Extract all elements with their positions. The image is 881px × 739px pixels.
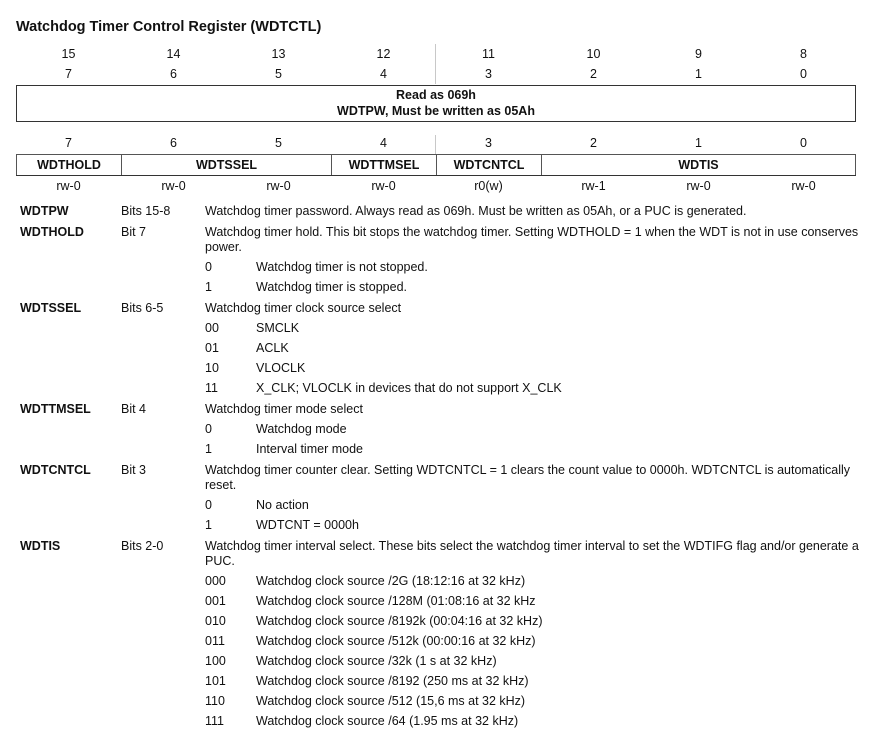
desc-text: Watchdog timer password. Always read as 069h. Must be written as 05Ah, or a PUC is generated.: [205, 204, 747, 218]
bit-number: 0: [800, 136, 807, 150]
wdtpw-field-box: [16, 85, 856, 122]
option-row: [205, 321, 870, 336]
option-row: [205, 422, 870, 437]
byte-bit-numbers: [16, 67, 856, 81]
bit-number: 7: [65, 136, 72, 150]
option-row: [205, 574, 870, 589]
option-row: [205, 634, 870, 649]
desc-wdtpw: [20, 204, 870, 219]
option-key: 001: [205, 594, 226, 608]
bit-number: 4: [380, 67, 387, 81]
option-key: 101: [205, 674, 226, 688]
option-key: 110: [205, 694, 225, 708]
wdtpw-write-text: WDTPW, Must be written as 05Ah: [337, 104, 535, 118]
desc-name: WDTIS: [20, 539, 61, 553]
option-row: [205, 280, 870, 295]
access-type: rw-0: [161, 179, 186, 193]
option-value: Watchdog clock source /64 (1.95 ms at 32 kHz): [256, 714, 519, 728]
option-key: 11: [205, 381, 218, 395]
desc-bits: Bits 2-0: [121, 539, 164, 553]
option-key: 0: [205, 422, 212, 436]
bit-number: 5: [275, 136, 282, 150]
desc-text: Watchdog timer interval select. These bits select the watchdog timer interval to set the WDTIFG flag and/or generate a PUC.: [205, 539, 859, 568]
option-row: [205, 674, 870, 689]
bit-number: 11: [482, 47, 495, 61]
option-key: 1: [205, 442, 212, 456]
desc-bits: Bit 4: [121, 402, 147, 416]
desc-bits: Bit 3: [121, 463, 147, 477]
option-value: Interval timer mode: [256, 442, 363, 456]
option-value: SMCLK: [256, 321, 300, 335]
desc-name: WDTSSEL: [20, 301, 82, 315]
option-row: [205, 381, 870, 396]
bit-number: 10: [586, 47, 601, 61]
option-key: 01: [205, 341, 219, 355]
desc-bits: Bit 7: [121, 225, 147, 239]
option-row: [205, 361, 870, 376]
bit-number: 4: [380, 136, 387, 150]
option-key: 1: [205, 280, 212, 294]
field-descriptions: [20, 204, 870, 735]
field-wdtcntcl: WDTCNTCL: [436, 155, 541, 175]
desc-name: WDTTMSEL: [20, 402, 91, 416]
bit-number: 13: [271, 47, 286, 61]
option-value: Watchdog clock source /512 (15,6 ms at 32 kHz): [256, 694, 526, 708]
bit-number: 3: [485, 67, 492, 81]
page-title: Watchdog Timer Control Register (WDTCTL): [16, 19, 322, 35]
option-value: Watchdog clock source /512k (00:00:16 at 32 kHz): [256, 634, 536, 648]
desc-text: Watchdog timer hold. This bit stops the watchdog timer. Setting WDTHOLD = 1 when the WDT is not in use conserves power.: [205, 225, 859, 254]
desc-name: WDTCNTCL: [20, 463, 91, 477]
bit-number: 2: [590, 136, 597, 150]
bit-number: 3: [485, 136, 492, 150]
high-bit-numbers: [16, 47, 856, 61]
access-type: r0(w): [474, 179, 503, 193]
option-row: [205, 260, 870, 275]
access-type: rw-0: [56, 179, 81, 193]
desc-text: Watchdog timer counter clear. Setting WDTCNTCL = 1 clears the count value to 0000h. WDTCNTCL is automatically reset.: [205, 463, 851, 492]
option-value: No action: [256, 498, 309, 512]
option-key: 1: [205, 518, 212, 532]
access-type: rw-0: [686, 179, 711, 193]
option-key: 100: [205, 654, 226, 668]
field-wdthold: WDTHOLD: [16, 155, 121, 175]
option-key: 111: [205, 714, 225, 728]
option-key: 0: [205, 260, 212, 274]
option-row: [205, 694, 870, 709]
option-row: [205, 498, 870, 513]
wdtpw-read-text: Read as 069h: [396, 88, 476, 102]
access-type: rw-0: [266, 179, 291, 193]
bit-number: 15: [61, 47, 76, 61]
option-key: 00: [205, 321, 219, 335]
option-row: [205, 341, 870, 356]
bit-number: 8: [800, 47, 807, 61]
option-key: 010: [205, 614, 226, 628]
option-row: [205, 518, 870, 533]
desc-name: WDTPW: [20, 204, 69, 218]
desc-text: Watchdog timer mode select: [205, 402, 363, 416]
field-wdtssel: WDTSSEL: [121, 155, 331, 175]
desc-text: Watchdog timer clock source select: [205, 301, 402, 315]
option-value: WDTCNT = 0000h: [256, 518, 359, 532]
option-value: Watchdog clock source /8192 (250 ms at 32 kHz): [256, 674, 529, 688]
desc-wdtis: [20, 539, 870, 729]
option-key: 011: [205, 634, 225, 648]
option-value: Watchdog clock source /32k (1 s at 32 kHz): [256, 654, 497, 668]
bit-number: 6: [170, 67, 177, 81]
bit-number: 14: [166, 47, 181, 61]
option-key: 10: [205, 361, 219, 375]
field-wdtis: WDTIS: [541, 155, 856, 175]
desc-name: WDTHOLD: [20, 225, 84, 239]
option-key: 000: [205, 574, 226, 588]
field-wdttmsel: WDTTMSEL: [331, 155, 436, 175]
low-bit-numbers: [16, 136, 856, 150]
option-value: Watchdog clock source /8192k (00:04:16 at 32 kHz): [256, 614, 543, 628]
option-row: [205, 442, 870, 457]
option-value: Watchdog clock source /2G (18:12:16 at 32 kHz): [256, 574, 526, 588]
option-row: [205, 714, 870, 729]
bit-number: 1: [695, 67, 702, 81]
desc-wdtssel: [20, 301, 870, 396]
option-value: Watchdog timer is stopped.: [256, 280, 407, 294]
bit-number: 1: [695, 136, 702, 150]
option-value: Watchdog timer is not stopped.: [256, 260, 428, 274]
desc-wdttmsel: [20, 402, 870, 457]
bit-number: 2: [590, 67, 597, 81]
desc-bits: Bits 15-8: [121, 204, 171, 218]
option-key: 0: [205, 498, 212, 512]
field-row: [16, 154, 856, 176]
option-value: Watchdog clock source /128M (01:08:16 at 32 kHz: [256, 594, 536, 608]
bit-number: 5: [275, 67, 282, 81]
option-value: ACLK: [256, 341, 289, 355]
access-type: rw-0: [791, 179, 816, 193]
option-row: [205, 614, 870, 629]
bit-number: 9: [695, 47, 702, 61]
bit-number: 7: [65, 67, 72, 81]
access-type: rw-0: [371, 179, 396, 193]
option-row: [205, 654, 870, 669]
bit-number: 12: [376, 47, 391, 61]
access-row: [16, 179, 856, 193]
option-row: [205, 594, 870, 609]
option-value: X_CLK; VLOCLK in devices that do not support X_CLK: [256, 381, 562, 395]
desc-bits: Bits 6-5: [121, 301, 164, 315]
bit-number: 6: [170, 136, 177, 150]
desc-wdthold: [20, 225, 870, 295]
access-type: rw-1: [581, 179, 606, 193]
option-value: Watchdog mode: [256, 422, 347, 436]
option-value: VLOCLK: [256, 361, 306, 375]
desc-wdtcntcl: [20, 463, 870, 533]
bit-number: 0: [800, 67, 807, 81]
